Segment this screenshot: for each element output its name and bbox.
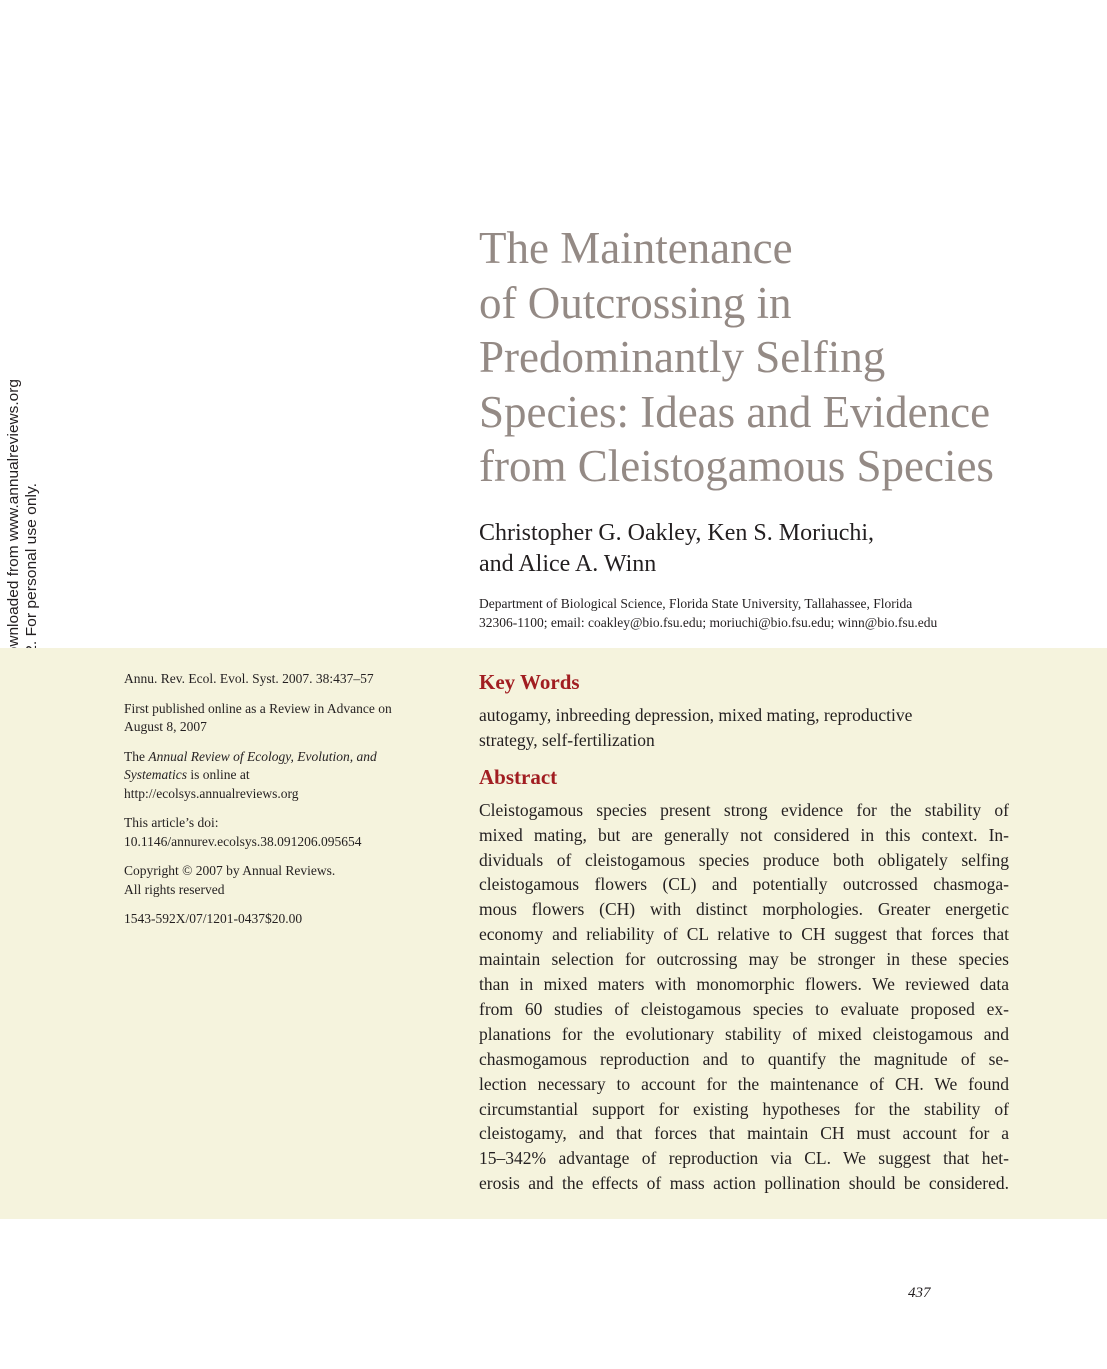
affiliation-line: Department of Biological Science, Florida State University, Tallahassee, Florida (479, 596, 913, 611)
issn-block (124, 910, 444, 929)
abstract-line: mous flowers (CH) with distinct morphologies. Greater energetic (479, 899, 1009, 920)
abstract-line: erosis and the effects of mass action pollination should be considered. (479, 1173, 1009, 1194)
abstract-line: dividuals of cleistogamous species produce both obligately selfing (479, 849, 1009, 870)
abstract-heading: Abstract (479, 764, 558, 789)
first-published-line: First published online as a Review in Advance on (124, 700, 392, 716)
abstract-line: from 60 studies of cleistogamous species to evaluate proposed ex- (479, 998, 1009, 1019)
abstract-line: economy and reliability of CL relative to CH suggest that forces that (479, 924, 1009, 945)
abstract-text (479, 798, 1009, 1196)
author-line: and Alice A. Winn (479, 551, 657, 577)
journal-name: Annual Review of Ecology, Evolution, and (148, 748, 377, 764)
journal-name-cont: Systematics (124, 767, 187, 782)
title-line: Species: Ideas and Evidence (479, 386, 991, 437)
article-meta (124, 670, 444, 940)
doi-block (124, 814, 444, 851)
first-published-block (124, 700, 444, 737)
affiliation (479, 594, 1039, 632)
author-list (479, 518, 1079, 580)
citation-block (124, 670, 444, 689)
online-block (124, 748, 444, 804)
first-published-line: August 8, 2007 (124, 719, 207, 734)
abstract-line: cleistogamous flowers (CL) and potentially outcrossed chasmoga- (479, 874, 1009, 895)
doi-label: This article’s doi: (124, 815, 219, 830)
keywords-line: strategy, self-fertilization (479, 729, 655, 750)
online-line-1 (124, 748, 444, 767)
abstract-line: maintain selection for outcrossing may be stronger in these species (479, 949, 1009, 970)
abstract-line: 15–342% advantage of reproduction via CL. We suggest that het- (479, 1148, 1009, 1169)
abstract-line: planations for the evolutionary stability of mixed cleistogamous and (479, 1023, 1009, 1044)
keywords-heading: Key Words (479, 670, 580, 694)
rights-line: All rights reserved (124, 881, 225, 897)
citation: Annu. Rev. Ecol. Evol. Syst. 2007. 38:437–57 (124, 671, 374, 686)
abstract-line: Cleistogamous species present strong evidence for the stability of (479, 799, 1009, 820)
copyright-line: Copyright © 2007 by Annual Reviews. (124, 863, 336, 878)
author-line: Christopher G. Oakley, Ken S. Moriuchi, (479, 520, 875, 546)
issn: 1543-592X/07/1201-0437$20.00 (124, 911, 303, 926)
doi-value[interactable]: 10.1146/annurev.ecolsys.38.091206.095654 (124, 833, 362, 849)
online-suffix: is online at (187, 767, 250, 782)
title-line: from Cleistogamous Species (479, 441, 994, 491)
article-title (479, 221, 1079, 494)
abstract-line: than in mixed maters with monomorphic flowers. We reviewed data (479, 974, 1009, 995)
keywords-abstract-column (479, 668, 1009, 1196)
keywords-line: autogamy, inbreeding depression, mixed mating, reproductive (479, 705, 913, 725)
title-line: The Maintenance (479, 223, 793, 273)
journal-url[interactable]: http://ecolsys.annualreviews.org (124, 785, 299, 801)
abstract-line: cleistogamy, and that forces that maintain CH must account for a (479, 1123, 1009, 1144)
abstract-line: circumstantial support for existing hypotheses for the stability of (479, 1098, 1009, 1119)
title-line: Predominantly Selfing (479, 332, 886, 382)
online-line-2 (124, 766, 444, 785)
copyright-block (124, 862, 444, 899)
abstract-line: mixed mating, but are generally not considered in this context. In- (479, 824, 1009, 845)
online-prefix: The (124, 748, 149, 764)
affiliation-line: 32306-1100; email: coakley@bio.fsu.edu; moriuchi@bio.fsu.edu; winn@bio.fsu.edu (479, 615, 938, 630)
abstract-line: lection necessary to account for the maintenance of CH. We found (479, 1073, 1009, 1094)
abstract-line: chasmogamous reproduction and to quantify the magnitude of se- (479, 1048, 1009, 1069)
title-line: of Outcrossing in (479, 277, 792, 328)
page-number: 437 (908, 1285, 931, 1301)
keywords-list (479, 703, 1009, 753)
